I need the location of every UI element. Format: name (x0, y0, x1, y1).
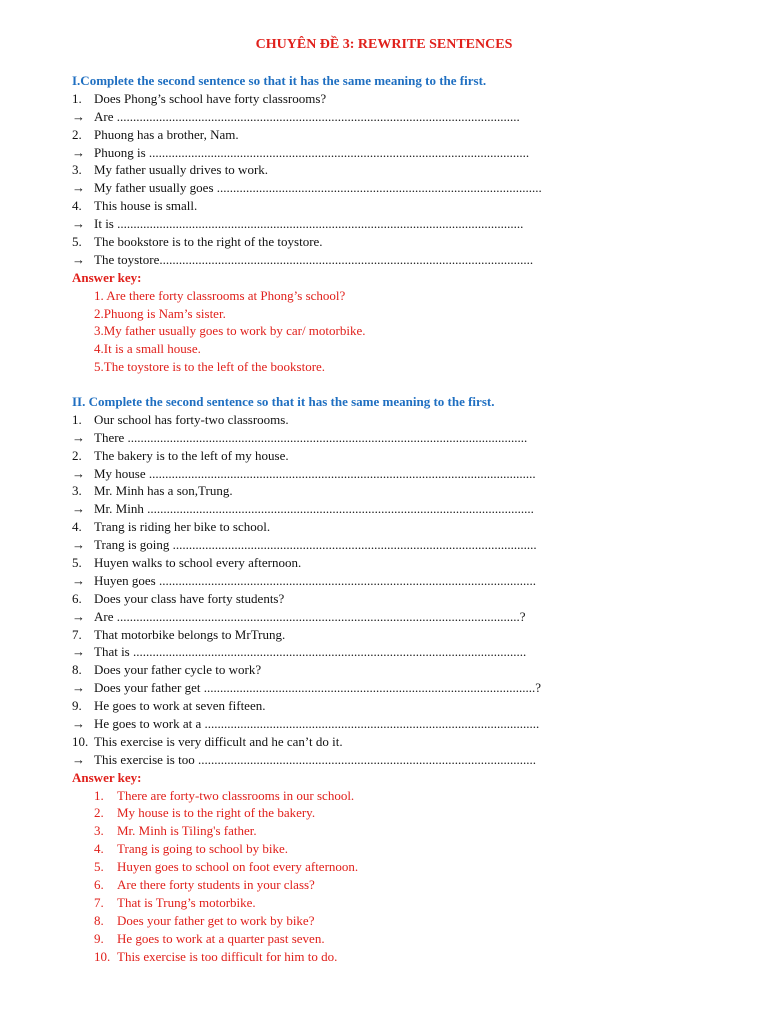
rewrite-prompt: The toystore................................................................................................................... (94, 251, 534, 267)
arrow-icon: → (72, 537, 85, 553)
rewrite-line-1-4 (72, 215, 672, 233)
question-2-6 (72, 590, 672, 608)
question-1-4 (72, 197, 672, 215)
answer-number: 9. (94, 930, 104, 946)
arrow-icon: → (72, 680, 85, 696)
rewrite-line-1-2 (72, 144, 672, 162)
answer-2-5 (72, 858, 672, 876)
question-2-3 (72, 482, 672, 500)
question-number: 5. (72, 234, 82, 250)
question-number: 5. (72, 555, 82, 571)
rewrite-line-1-5 (72, 251, 672, 269)
question-number: 2. (72, 447, 82, 463)
answer-1-5: 5.The toystore is to the left of the bookstore. (94, 359, 326, 375)
answer-text: Are there forty students in your class? (117, 877, 315, 893)
rewrite-prompt: Are ............................................................................................................................? (94, 608, 526, 624)
question-2-1 (72, 411, 672, 429)
question-sentence: That motorbike belongs to MrTrung. (94, 626, 286, 642)
arrow-icon: → (72, 608, 85, 624)
answer-1-2: 2.Phuong is Nam’s sister. (94, 305, 226, 321)
answer-text: Trang is going to school by bike. (117, 841, 289, 857)
rewrite-line-2-8 (72, 679, 672, 697)
rewrite-line-2-10 (72, 751, 672, 769)
question-2-10 (72, 733, 672, 751)
question-sentence: Trang is riding her bike to school. (94, 519, 271, 535)
arrow-icon: → (72, 716, 85, 732)
rewrite-line-2-5 (72, 572, 672, 590)
question-number: 7. (72, 626, 82, 642)
answer-2-6 (72, 876, 672, 894)
arrow-icon: → (72, 108, 85, 124)
answer-1-3: 3.My father usually goes to work by car/ motorbike. (94, 323, 366, 339)
answer-2-1 (72, 787, 672, 805)
answer-number: 10. (94, 948, 111, 964)
question-1-3 (72, 161, 672, 179)
arrow-icon: → (72, 216, 85, 232)
rewrite-prompt: Trang is going ................................................................................................................ (94, 537, 537, 553)
question-1-5 (72, 233, 672, 251)
question-number: 9. (72, 698, 82, 714)
question-number: 2. (72, 126, 82, 142)
rewrite-prompt: He goes to work at a ....................................................................................................... (94, 716, 540, 732)
question-1-1 (72, 90, 672, 108)
rewrite-line-2-9 (72, 715, 672, 733)
arrow-icon: → (72, 144, 85, 160)
answer-2-4 (72, 840, 672, 858)
question-2-4 (72, 518, 672, 536)
question-sentence: Huyen walks to school every afternoon. (94, 555, 302, 571)
answer-number: 8. (94, 912, 104, 928)
section-1 (72, 72, 672, 376)
answer-2-8 (72, 912, 672, 930)
arrow-icon: → (72, 644, 85, 660)
question-sentence: Does your class have forty students? (94, 590, 285, 606)
rewrite-prompt: My father usually goes .................................................................................................... (94, 180, 542, 196)
section-1-heading: I.Complete the second sentence so that it has the same meaning to the first. (72, 73, 487, 88)
rewrite-line-1-1 (72, 108, 672, 126)
question-number: 1. (72, 411, 82, 427)
answer-2-3 (72, 822, 672, 840)
answer-text: That is Trung’s motorbike. (117, 894, 256, 910)
question-sentence: Does your father cycle to work? (94, 662, 262, 678)
page-title: CHUYÊN ĐỀ 3: REWRITE SENTENCES (255, 37, 513, 52)
question-number: 8. (72, 662, 82, 678)
question-sentence: The bookstore is to the right of the toystore. (94, 234, 323, 250)
answer-text: This exercise is too difficult for him to do. (117, 948, 338, 964)
arrow-icon: → (72, 465, 85, 481)
answer-text: Huyen goes to school on foot every afternoon. (117, 859, 359, 875)
arrow-icon: → (72, 180, 85, 196)
answer-key-label-2: Answer key: (72, 769, 142, 785)
question-sentence: He goes to work at seven fifteen. (94, 698, 266, 714)
question-sentence: Phuong has a brother, Nam. (94, 126, 239, 142)
answer-1-1: 1. Are there forty classrooms at Phong’s school? (94, 287, 346, 303)
rewrite-line-2-1 (72, 429, 672, 447)
rewrite-prompt: Mr. Minh ....................................................................................................................... (94, 501, 534, 517)
answer-text: Does your father get to work by bike? (117, 912, 315, 928)
answer-number: 7. (94, 894, 104, 910)
arrow-icon: → (72, 251, 85, 267)
answer-number: 1. (94, 787, 104, 803)
question-number: 4. (72, 198, 82, 214)
rewrite-prompt: It is ............................................................................................................................. (94, 216, 524, 232)
answer-text: Mr. Minh is Tiling's father. (117, 823, 257, 839)
rewrite-prompt: That is ......................................................................................................................... (94, 644, 527, 660)
question-2-8 (72, 661, 672, 679)
section-2 (72, 393, 672, 966)
question-2-7 (72, 626, 672, 644)
question-number: 10. (72, 733, 89, 749)
question-number: 3. (72, 162, 82, 178)
answer-text: My house is to the right of the bakery. (117, 805, 316, 821)
rewrite-prompt: My house ....................................................................................................................... (94, 465, 536, 481)
answer-1-4: 4.It is a small house. (94, 341, 201, 357)
question-number: 3. (72, 483, 82, 499)
rewrite-prompt: Are ............................................................................................................................ (94, 108, 520, 124)
question-sentence: This house is small. (94, 198, 198, 214)
question-sentence: Our school has forty-two classrooms. (94, 411, 289, 427)
rewrite-line-2-6 (72, 608, 672, 626)
rewrite-line-2-7 (72, 643, 672, 661)
question-sentence: Does Phong’s school have forty classrooms? (94, 90, 327, 106)
rewrite-line-2-2 (72, 465, 672, 483)
question-sentence: The bakery is to the left of my house. (94, 447, 289, 463)
rewrite-line-2-3 (72, 500, 672, 518)
question-number: 1. (72, 90, 82, 106)
answer-text: He goes to work at a quarter past seven. (117, 930, 325, 946)
answer-2-7 (72, 894, 672, 912)
question-2-2 (72, 447, 672, 465)
answer-text: There are forty-two classrooms in our school. (117, 787, 355, 803)
question-number: 6. (72, 590, 82, 606)
arrow-icon: → (72, 501, 85, 517)
rewrite-prompt: Does your father get ......................................................................................................? (94, 680, 542, 696)
question-sentence: This exercise is very difficult and he can’t do it. (94, 733, 343, 749)
question-number: 4. (72, 519, 82, 535)
arrow-icon: → (72, 751, 85, 767)
answer-key-label-1: Answer key: (72, 269, 142, 285)
question-sentence: My father usually drives to work. (94, 162, 269, 178)
question-sentence: Mr. Minh has a son,Trung. (94, 483, 233, 499)
answer-number: 4. (94, 841, 104, 857)
question-2-5 (72, 554, 672, 572)
rewrite-line-1-3 (72, 179, 672, 197)
answer-2-10 (72, 948, 672, 966)
question-1-2 (72, 126, 672, 144)
answer-number: 6. (94, 877, 104, 893)
question-2-9 (72, 697, 672, 715)
section-2-heading: II. Complete the second sentence so that it has the same meaning to the first. (72, 394, 495, 409)
answer-number: 5. (94, 859, 104, 875)
rewrite-prompt: There ........................................................................................................................... (94, 429, 528, 445)
answer-number: 2. (94, 805, 104, 821)
answer-number: 3. (94, 823, 104, 839)
arrow-icon: → (72, 429, 85, 445)
rewrite-prompt: Huyen goes .................................................................................................................... (94, 572, 536, 588)
rewrite-prompt: Phuong is ..................................................................................................................... (94, 144, 530, 160)
answer-2-9 (72, 930, 672, 948)
answer-2-2 (72, 804, 672, 822)
rewrite-prompt: This exercise is too ........................................................................................................ (94, 751, 536, 767)
arrow-icon: → (72, 572, 85, 588)
rewrite-line-2-4 (72, 536, 672, 554)
